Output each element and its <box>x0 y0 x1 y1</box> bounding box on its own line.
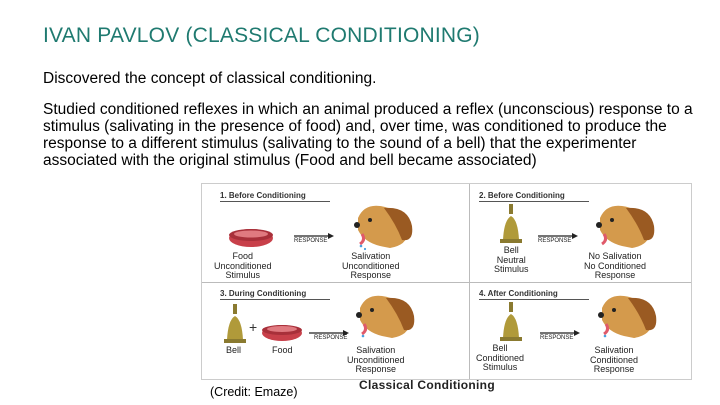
arrow-icon <box>540 330 580 336</box>
classical-conditioning-figure <box>201 183 692 380</box>
panel-4-response-label: RESPONSE <box>540 335 574 341</box>
panel-1-response-label: RESPONSE <box>294 238 328 244</box>
panel-4-stimulus-label: Bell Conditioned Stimulus <box>476 343 525 372</box>
panel-3-title: 3. During Conditioning <box>220 289 330 300</box>
dog-icon <box>592 198 658 250</box>
panel-2-response-label: RESPONSE <box>538 238 572 244</box>
bell-icon <box>224 304 246 346</box>
panel-1-title: 1. Before Conditioning <box>220 191 330 202</box>
panel-divider-horizontal <box>202 282 691 283</box>
plus-icon: + <box>249 319 258 335</box>
dog-icon <box>594 288 660 340</box>
panel-3-dog-label: Salivation Unconditioned Response <box>347 345 405 374</box>
food-bowl-icon <box>227 226 275 250</box>
panel-2-title: 2. Before Conditioning <box>479 191 589 202</box>
figure-caption: Classical Conditioning <box>359 378 495 392</box>
panel-2-stimulus-label: Bell Neutral Stimulus <box>494 245 529 274</box>
panel-2-dog-label: No Salivation No Conditioned Response <box>584 251 647 280</box>
bell-icon <box>500 302 522 344</box>
arrow-icon <box>538 233 578 239</box>
panel-3-food-label: Food <box>272 345 293 355</box>
panel-3-response-label: RESPONSE <box>314 335 348 341</box>
arrow-icon <box>294 233 334 239</box>
bell-icon <box>500 204 522 246</box>
slide-title: IVAN PAVLOV (CLASSICAL CONDITIONING) <box>43 24 481 47</box>
arrow-icon <box>309 330 349 336</box>
panel-1-dog-label: Salivation Unconditioned Response <box>342 251 400 280</box>
image-credit: (Credit: Emaze) <box>210 385 298 399</box>
panel-3-bell-label: Bell <box>226 345 242 355</box>
paragraph-discovered: Discovered the concept of classical conditioning. <box>43 70 377 87</box>
panel-1-stimulus-label: Food Unconditioned Stimulus <box>214 251 272 280</box>
dog-icon <box>350 198 416 250</box>
paragraph-studied: Studied conditioned reflexes in which an animal produced a reflex (unconscious) response to a stimulus (salivating in the presence of food) and, over time, was conditioned to produce the response to a different stimulus (salivating to the sound of a bell) that the experimenter associated with the original stimulus (Food and bell became associated) <box>43 101 693 169</box>
panel-4-title: 4. After Conditioning <box>479 289 589 300</box>
food-bowl-icon <box>260 322 304 344</box>
panel-4-dog-label: Salivation Conditioned Response <box>590 345 639 374</box>
dog-icon <box>352 288 418 340</box>
